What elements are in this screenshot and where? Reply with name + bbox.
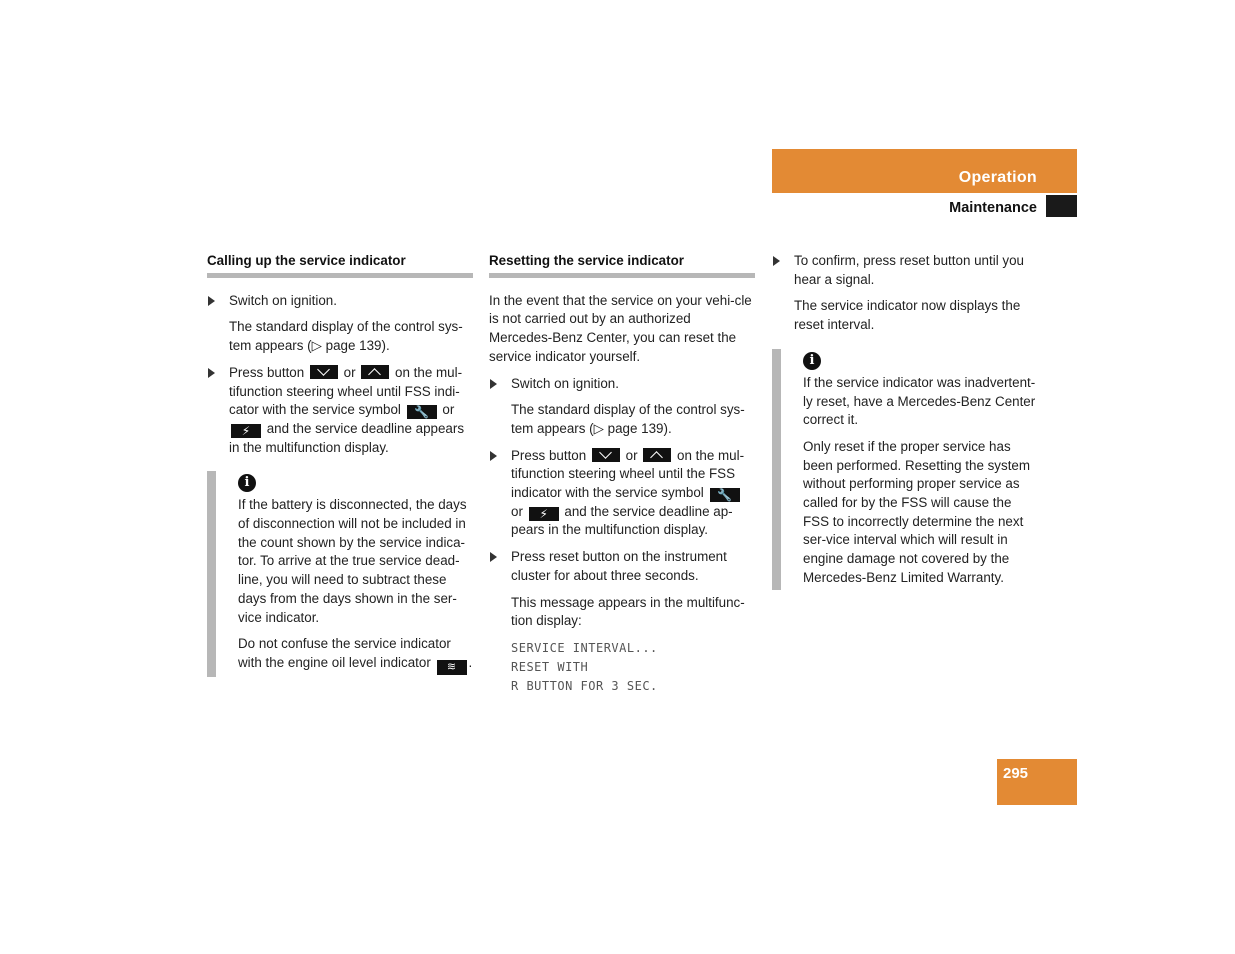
bullet-arrow-icon xyxy=(490,552,497,562)
engine-oil-icon: ≋ xyxy=(437,660,467,675)
down-button-icon xyxy=(310,365,338,379)
info-text: If the service indicator was inadvertent-ly reset, have a Mercedes-Benz Center correct it. xyxy=(803,374,1036,428)
page-number: 295 xyxy=(1003,765,1029,782)
bullet-arrow-icon xyxy=(773,256,780,266)
info-icon: i xyxy=(803,352,821,370)
step-text: or xyxy=(625,447,638,463)
step-text: To confirm, press reset button until you hear a signal. xyxy=(794,253,1024,287)
service-wrench-alt-icon: ⚡ xyxy=(529,507,559,521)
step-text: or xyxy=(511,503,523,519)
info-text: Only reset if the proper service has been performed. Resetting the system without performing proper service as called for by the FSS will cause the FSS to incorrectly determine the next ser-vice interval which will result in engine damage not covered by the Mercedes-Benz Limited Warranty. xyxy=(803,438,1031,585)
up-button-icon xyxy=(643,448,671,462)
subsection-marker xyxy=(1046,195,1077,217)
subsection-title: Maintenance xyxy=(949,200,1037,216)
step-text: Press button xyxy=(229,364,305,380)
column-confirm xyxy=(772,252,1038,590)
step-item xyxy=(772,252,1038,289)
column-resetting xyxy=(489,252,755,704)
step-note: The standard display of the control sys-tem appears (▷ page 139). xyxy=(229,319,463,354)
info-box xyxy=(207,471,473,677)
step-text: and the service deadline ap-pears in the multifunction display. xyxy=(511,503,733,538)
service-wrench-alt-icon: ⚡ xyxy=(231,424,261,438)
step-text: on the mul-tifunction steering wheel until FSS indi-cator with the service symbol xyxy=(229,364,463,418)
display-line: RESET WITH xyxy=(511,659,589,674)
step-note: This message appears in the multifunc-tion display: xyxy=(511,594,745,629)
section-header xyxy=(772,149,1077,193)
step-text: or xyxy=(343,364,356,380)
step-note: The standard display of the control sys-tem appears (▷ page 139). xyxy=(511,402,745,436)
info-icon: i xyxy=(238,474,256,492)
bullet-arrow-icon xyxy=(490,379,497,389)
display-line: R BUTTON FOR 3 SEC. xyxy=(511,678,658,693)
bullet-arrow-icon xyxy=(208,368,215,378)
info-box xyxy=(772,349,1038,590)
step-item xyxy=(489,375,755,394)
display-line: SERVICE INTERVAL... xyxy=(511,640,658,655)
section-title: Operation xyxy=(958,169,1037,186)
info-text-oil xyxy=(238,635,473,677)
intro-text: In the event that the service on your vehi-cle is not carried out by an authorized Mercedes-Benz Center, you can reset the service indicator yourself. xyxy=(489,292,752,364)
step-text: or xyxy=(442,402,455,418)
step-text: and the service deadline appears in the multifunction display. xyxy=(229,420,465,455)
page-number-box xyxy=(997,759,1077,805)
service-wrench-icon: 🔧 xyxy=(710,488,740,502)
step-text: on the mul-tifunction steering wheel until the FSS indicator with the service symbol xyxy=(511,447,745,501)
heading-resetting: Resetting the service indicator xyxy=(489,252,755,278)
bullet-arrow-icon xyxy=(208,296,215,306)
step-item xyxy=(207,364,473,458)
step-item xyxy=(207,292,473,311)
info-text: Do not confuse the service indicator with the engine oil level indicator xyxy=(238,636,451,670)
heading-calling-up: Calling up the service indicator xyxy=(207,252,473,278)
step-note: The service indicator now displays the reset interval. xyxy=(794,298,1021,333)
step-text: Switch on ignition. xyxy=(229,292,337,308)
step-item xyxy=(489,447,755,541)
column-calling-up xyxy=(207,252,473,677)
step-text: Switch on ignition. xyxy=(511,375,619,391)
bullet-arrow-icon xyxy=(490,451,497,461)
info-text: . xyxy=(468,654,473,670)
step-text: Press reset button on the instrument cluster for about three seconds. xyxy=(511,549,727,583)
down-button-icon xyxy=(592,448,620,462)
step-text: Press button xyxy=(511,447,587,463)
service-wrench-icon: 🔧 xyxy=(407,405,437,419)
display-message xyxy=(489,639,755,696)
info-text: If the battery is disconnected, the days of disconnection will not be included in the count shown by the service indica-tor. To arrive at the true service dead-line, you will need to subtract these days from the days shown in the ser-vice indicator. xyxy=(238,497,467,625)
step-item xyxy=(489,548,755,585)
subsection-header xyxy=(880,195,1077,217)
up-button-icon xyxy=(361,365,389,379)
